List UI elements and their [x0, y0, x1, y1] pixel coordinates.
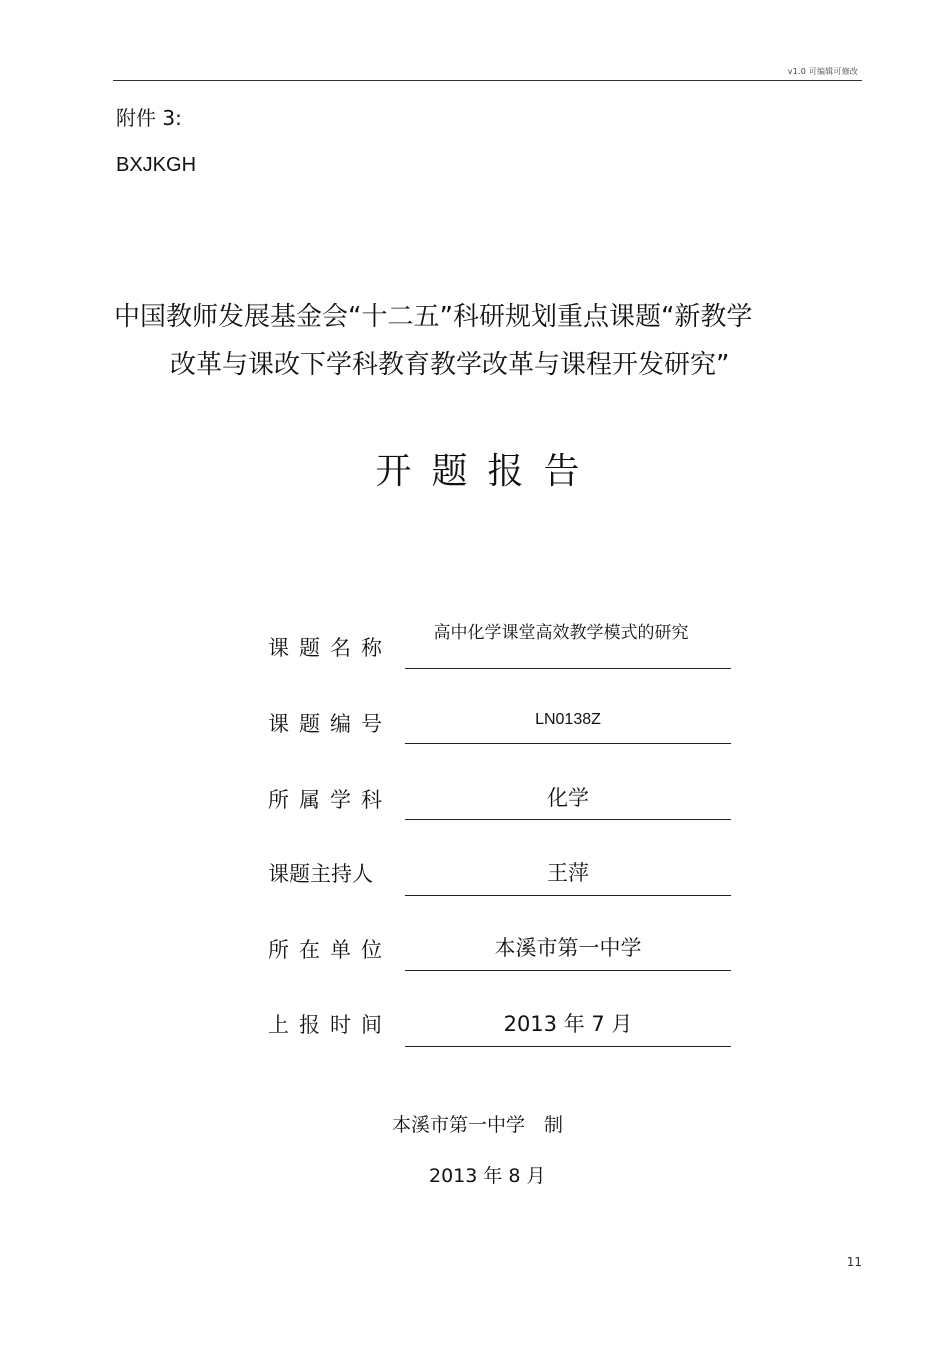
topic-number-value: LN0138Z: [535, 711, 601, 728]
host-underline: [405, 895, 731, 896]
report-title: 开题报告: [375, 451, 600, 492]
unit-label: 所在单位: [268, 938, 392, 962]
report-time-value: 2013 年 7 月: [503, 1012, 633, 1036]
subject-label: 所属学科: [268, 788, 392, 812]
document-code: BXJKGH: [116, 154, 197, 176]
topic-name-label: 课题名称: [268, 636, 392, 660]
header-version-text: v1.0 可编辑可修改: [787, 67, 858, 76]
subject-value: 化学: [547, 786, 589, 810]
host-label: 课题主持人: [268, 862, 373, 886]
topic-name-value: 高中化学课堂高效教学模式的研究: [433, 623, 689, 643]
topic-number-underline: [405, 743, 731, 744]
project-title-line-1: 中国教师发展基金会“十二五”科研规划重点课题“新教学: [114, 302, 753, 332]
subject-underline: [405, 819, 731, 820]
topic-number-label: 课题编号: [268, 712, 392, 736]
topic-name-underline: [405, 668, 731, 669]
report-time-underline: [405, 1046, 731, 1047]
report-time-label: 上报时间: [268, 1013, 392, 1037]
unit-value: 本溪市第一中学: [494, 936, 642, 960]
attachment-label: 附件 3:: [116, 106, 182, 130]
unit-underline: [405, 970, 731, 971]
project-title-line-2: 改革与课改下学科教育教学改革与课程开发研究”: [170, 350, 730, 380]
header-rule: [113, 80, 862, 81]
footer-organization: 本溪市第一中学 制: [392, 1114, 564, 1136]
footer-date: 2013 年 8 月: [429, 1165, 546, 1187]
host-value: 王萍: [547, 861, 589, 885]
page-number: 11: [846, 1255, 862, 1269]
